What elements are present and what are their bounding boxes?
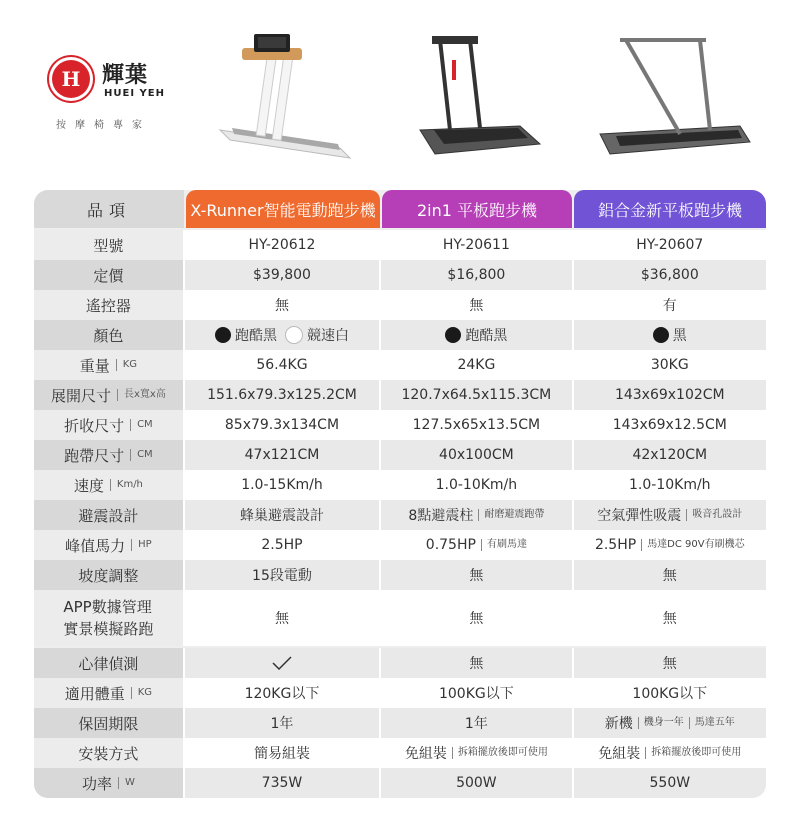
row-price [34,260,766,290]
cell: 新機 機身一年 馬達五年 [574,708,766,738]
header-xrunner: X-Runner智能電動跑步機 [186,190,380,228]
cell: 無 [574,560,766,590]
cell: $36,800 [574,260,766,290]
row-install [34,738,766,768]
cell: 151.6x79.3x125.2CM [185,380,379,410]
row-label: 顏色 [34,320,183,350]
cell: 無 [381,648,571,678]
header-item: 品項 [34,190,184,228]
cell: 100KG以下 [381,678,571,708]
cell: 無 [185,590,379,646]
row-open-size [34,380,766,410]
cell: 120.7x64.5x115.3CM [381,380,571,410]
cell: 空氣彈性吸震 吸音孔設計 [574,500,766,530]
black-swatch-icon [653,327,669,343]
cell: 40x100CM [381,440,571,470]
header-aluminum: 鋁合金新平板跑步機 [574,190,766,228]
row-label: 定價 [34,260,183,290]
row-label: 展開尺寸 長x寬x高 [34,380,183,410]
row-incline [34,560,766,590]
row-label: 折收尺寸 CM [34,410,183,440]
comparison-table [34,190,766,798]
cell [185,648,379,678]
row-label: 遙控器 [34,290,183,320]
row-hp [34,530,766,560]
row-label: 功率 W [34,768,183,798]
cell: 無 [381,590,571,646]
2in1-treadmill-image [400,30,550,170]
cell: 100KG以下 [574,678,766,708]
cell: 24KG [381,350,571,380]
cell: 85x79.3x134CM [185,410,379,440]
brand-mark-icon: H [52,60,90,98]
cell: 120KG以下 [185,678,379,708]
cell: HY-20612 [185,230,379,260]
cell: 免組裝 拆箱擺放後即可使用 [381,738,571,768]
brand-logo [40,52,190,142]
row-warranty [34,708,766,738]
brand-name-en: HUEI YEH [104,88,165,99]
cell: $39,800 [185,260,379,290]
black-swatch-icon [215,327,231,343]
row-remote [34,290,766,320]
cell: $16,800 [381,260,571,290]
row-label: 避震設計 [34,500,183,530]
color-white: 競速白 [306,328,349,344]
cell: 無 [381,290,571,320]
row-label: 型號 [34,230,183,260]
row-label: 跑帶尺寸 CM [34,440,183,470]
row-label: 重量 KG [34,350,183,380]
row-weight [34,350,766,380]
cell: 500W [381,768,571,798]
cell: 735W [185,768,379,798]
cell: 1.0-15Km/h [185,470,379,500]
row-app [34,590,766,646]
row-label: 速度 Km/h [34,470,183,500]
checkmark-icon [271,656,293,670]
cell: 42x120CM [574,440,766,470]
row-power [34,768,766,798]
cell: 無 [574,648,766,678]
cell: 無 [381,560,571,590]
cell: 無 [574,590,766,646]
row-label: 保固期限 [34,708,183,738]
cell: 0.75HP 有刷馬達 [381,530,571,560]
cell: 2.5HP 馬達DC 90V有刷機芯 [574,530,766,560]
cell: 2.5HP [185,530,379,560]
row-label: 安裝方式 [34,738,183,768]
cell: 30KG [574,350,766,380]
black-swatch-icon [445,327,461,343]
cell: 無 [185,290,379,320]
row-label: 心律偵測 [34,648,183,678]
cell: 有 [574,290,766,320]
row-label: 適用體重 KG [34,678,183,708]
row-speed [34,470,766,500]
row-max-weight [34,678,766,708]
cell: HY-20607 [574,230,766,260]
color-black: 跑酷黑 [234,328,277,344]
row-model [34,230,766,260]
cell: 47x121CM [185,440,379,470]
row-label: APP數據管理 實景模擬路跑 [34,590,183,646]
cell: 56.4KG [185,350,379,380]
cell: 15段電動 [185,560,379,590]
cell: 簡易組裝 [185,738,379,768]
cell [574,320,766,350]
brand-name-cn: 輝葉 [102,63,149,88]
cell: 1.0-10Km/h [381,470,571,500]
cell: 蜂巢避震設計 [185,500,379,530]
row-color [34,320,766,350]
cell: 免組裝 拆箱擺放後即可使用 [574,738,766,768]
color-black: 黑 [672,328,687,344]
row-fold-size [34,410,766,440]
cell [185,320,379,350]
cell: 550W [574,768,766,798]
cell: 1年 [381,708,571,738]
cell: HY-20611 [381,230,571,260]
row-label: 峰值馬力 HP [34,530,183,560]
brand-subtitle: 按摩椅專家 [56,120,151,131]
row-label: 坡度調整 [34,560,183,590]
cell: 143x69x12.5CM [574,410,766,440]
cell: 143x69x102CM [574,380,766,410]
row-belt-size [34,440,766,470]
cell [381,320,571,350]
white-swatch-icon [285,326,303,344]
aluminum-treadmill-image [590,30,760,170]
color-black: 跑酷黑 [465,328,508,344]
xrunner-treadmill-image [200,30,360,170]
header-2in1: 2in1 平板跑步機 [382,190,572,228]
row-shock [34,500,766,530]
cell: 1年 [185,708,379,738]
cell: 1.0-10Km/h [574,470,766,500]
cell: 8點避震柱 耐磨避震跑帶 [381,500,571,530]
cell: 127.5x65x13.5CM [381,410,571,440]
row-heart [34,648,766,678]
